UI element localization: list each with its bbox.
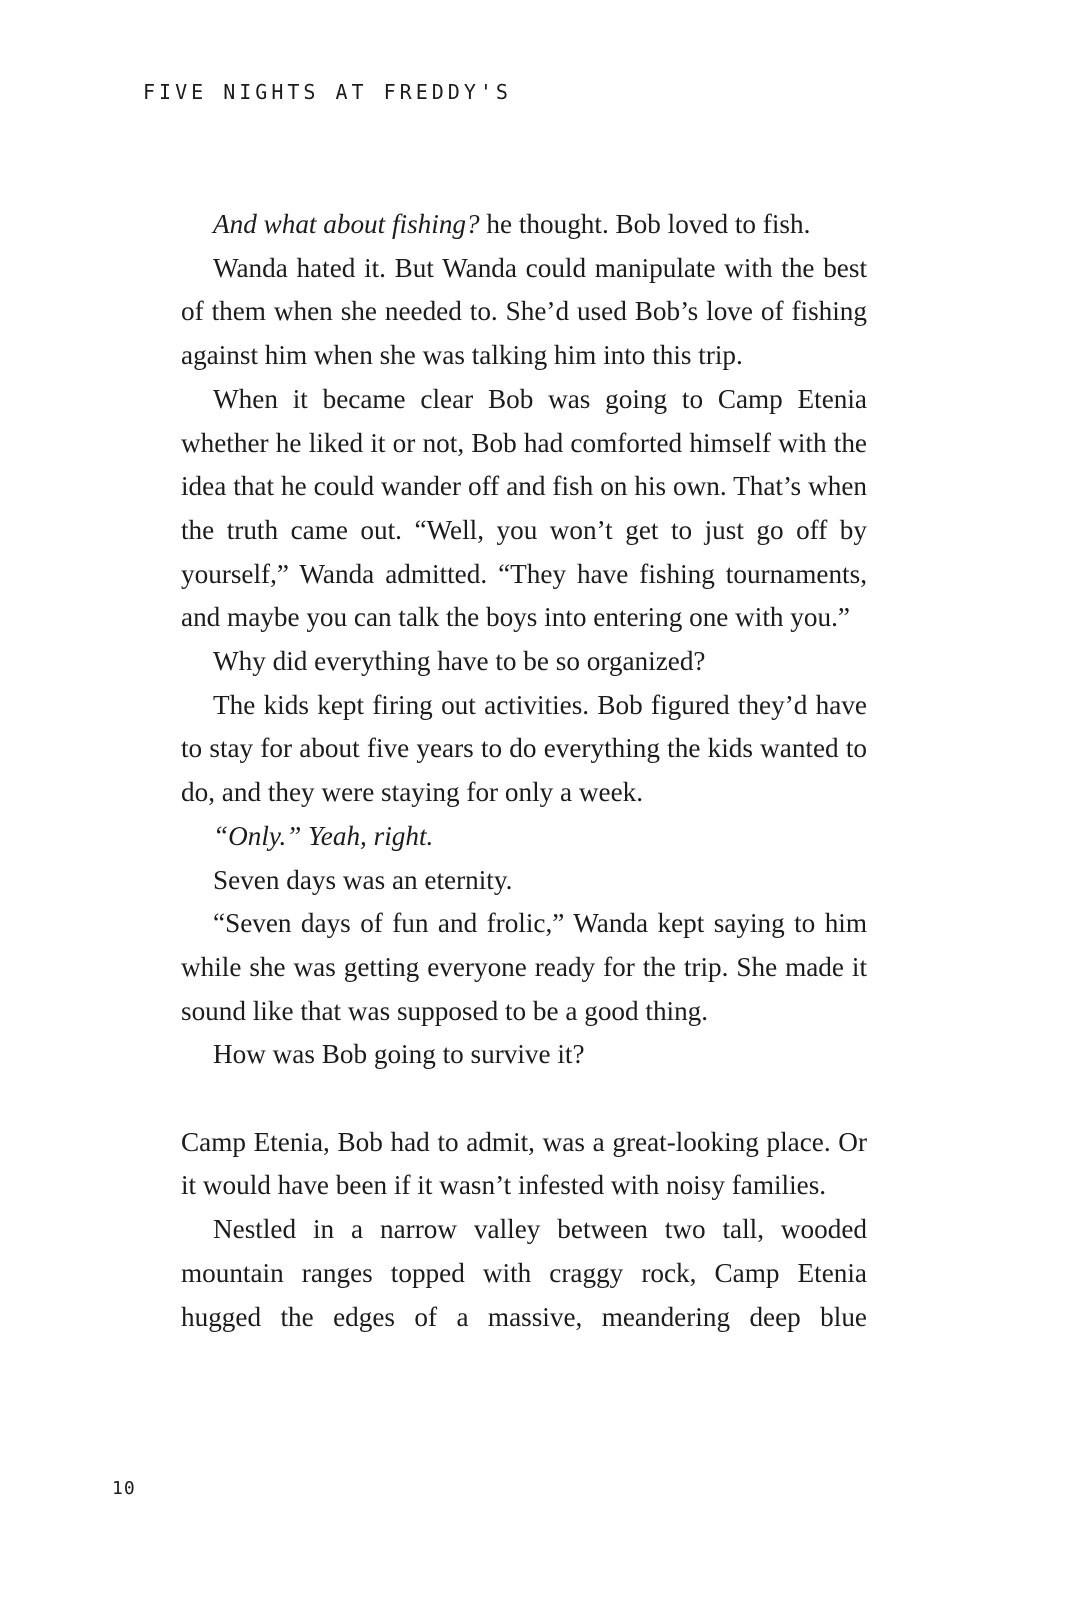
paragraph-7: Seven days was an eternity.: [213, 864, 513, 895]
paragraph-4: Why did everything have to be so organized?: [213, 646, 706, 677]
paragraph-8: “Seven days of fun and frolic,” Wanda kept saying to him while she was getting everyone ready for the trip. She made it sound like that was supposed to be a good thing.: [181, 908, 867, 1026]
paragraph-3: When it became clear Bob was going to Camp Etenia whether he liked it or not, Bob had comforted himself with the idea that he could wander off and fish on his own. That’s when the truth came out. “Well, you won’t get to just go off by yourself,” Wanda admitted. “They have fishing tournaments, and maybe you can talk the boys into entering one with you.”: [181, 383, 867, 633]
page-number: 10: [112, 1478, 136, 1499]
paragraph-9: How was Bob going to survive it?: [213, 1039, 585, 1070]
running-head: FIVE NIGHTS AT FREDDY'S: [143, 80, 512, 104]
paragraph-6: [181, 815, 867, 859]
paragraph-text: he thought. Bob loved to fish.: [479, 209, 811, 239]
paragraph-11: Nestled in a narrow valley between two tall, wooded mountain ranges topped with craggy rock, Camp Etenia hugged the edges of a massive, meandering deep blue: [181, 1214, 867, 1332]
paragraph-10: Camp Etenia, Bob had to admit, was a great-looking place. Or it would have been if it wasn’t infested with noisy families.: [181, 1126, 867, 1201]
paragraph-2: Wanda hated it. But Wanda could manipulate with the best of them when she needed to. She’d used Bob’s love of fishing against him when she was talking him into this trip.: [181, 252, 867, 371]
italic-thought: “Only.” Yeah, right.: [213, 820, 434, 851]
italic-thought: And what about fishing?: [213, 209, 480, 239]
paragraph-1: [181, 203, 867, 247]
paragraph-5: The kids kept firing out activities. Bob figured they’d have to stay for about five years to do everything the kids wanted to do, and they were staying for only a week.: [181, 689, 867, 808]
body-text: [181, 203, 867, 1339]
